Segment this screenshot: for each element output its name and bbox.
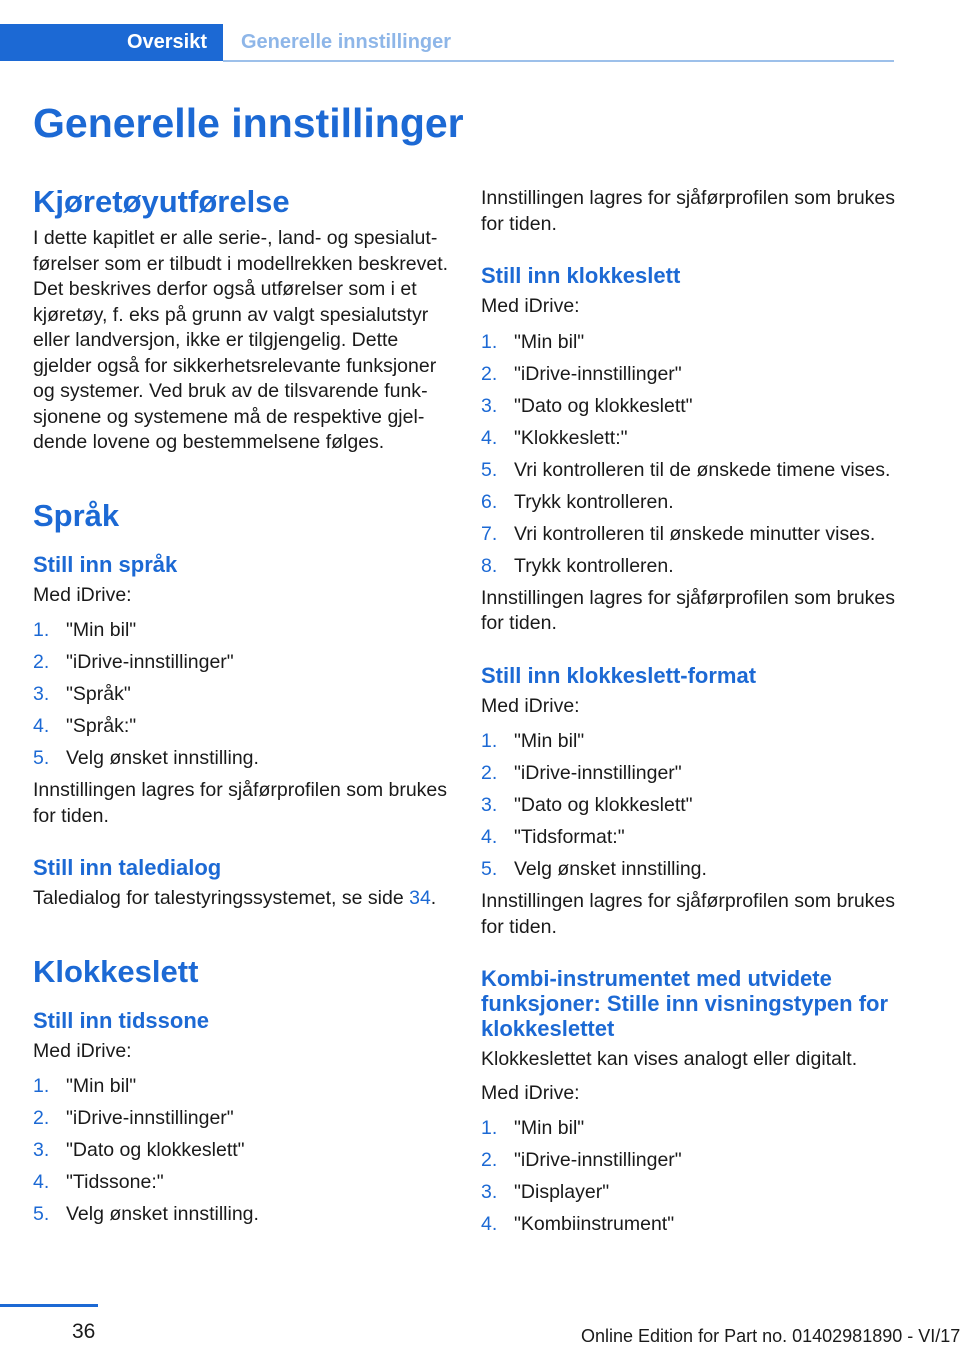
list-number: 2. bbox=[481, 1149, 498, 1171]
footer-edition: Online Edition for Part no. 01402981890 - VI/17 bbox=[581, 1326, 960, 1346]
list-number: 8. bbox=[481, 554, 498, 577]
list-text: "Dato og klokkeslett" bbox=[514, 794, 693, 816]
header-bar bbox=[0, 24, 894, 62]
subheading-still-inn-klokkeslett: Still inn klokkeslett bbox=[481, 263, 681, 288]
list-number: 4. bbox=[481, 1213, 498, 1235]
list-text: "Dato og klokkeslett" bbox=[66, 1139, 245, 1161]
list-item bbox=[481, 554, 901, 580]
list-number: 4. bbox=[481, 826, 498, 848]
list-text: Trykk kontrolleren. bbox=[514, 490, 674, 513]
list-item bbox=[33, 682, 453, 708]
list-number: 6. bbox=[481, 490, 498, 513]
intro-med-idrive: Med iDrive: bbox=[481, 694, 580, 717]
list-text: "Min bil" bbox=[514, 730, 585, 752]
subheading-still-inn-tidssone: Still inn tidssone bbox=[33, 1007, 210, 1033]
list-text: Vri kontrolleren til de ønskede timene vises. bbox=[514, 458, 891, 481]
list-text: "Språk:" bbox=[66, 715, 137, 737]
list-text: "iDrive-innstillinger" bbox=[514, 762, 682, 784]
list-text: Velg ønsket innstilling. bbox=[66, 1203, 259, 1225]
list-item bbox=[481, 1148, 901, 1174]
list-number: 7. bbox=[481, 522, 498, 545]
steps-tidssone bbox=[33, 1074, 453, 1228]
left-column bbox=[33, 182, 453, 1234]
list-text: "Tidssone:" bbox=[66, 1171, 164, 1193]
list-item bbox=[481, 362, 901, 388]
list-number: 2. bbox=[33, 651, 50, 673]
section-heading-sprak: Språk bbox=[33, 497, 120, 533]
tab-oversikt[interactable]: Oversikt bbox=[0, 24, 223, 61]
list-number: 3. bbox=[481, 1181, 498, 1203]
list-text: "Min bil" bbox=[66, 619, 137, 641]
section-heading-klokkeslett: Klokkeslett bbox=[33, 953, 199, 989]
intro-med-idrive: Med iDrive: bbox=[481, 295, 580, 317]
list-number: 2. bbox=[481, 362, 498, 385]
list-text: "Kombiinstrument" bbox=[514, 1213, 675, 1235]
list-item bbox=[33, 1138, 453, 1164]
list-text: "iDrive-innstillinger" bbox=[66, 1107, 234, 1129]
list-number: 2. bbox=[33, 1107, 50, 1129]
paragraph-kjoretoyutforelse: I dette kapitlet er alle serie-, land- og spesialutførelser som er tilbudt i modellrekken beskrevet. Det beskrives derfor også utførelser som i et kjøretøy, f. eks på grunn av valgt spesialutstyr eller landversjon, ikke er tilgjengelig. Dette gjelder også for sikkerhetsrelevante funksjoner og systemer. Ved bruk av de tilsvarende funksjonene og systemene må de respektive gjeldende lovene og bestemmelsene følges. bbox=[33, 227, 449, 453]
list-item bbox=[33, 1170, 453, 1196]
intro-med-idrive: Med iDrive: bbox=[33, 583, 132, 606]
note-sprak: Innstillingen lagres for sjåførprofilen som brukes for tiden. bbox=[33, 779, 448, 827]
list-item bbox=[481, 729, 901, 755]
list-number: 1. bbox=[481, 330, 498, 353]
subheading-still-inn-sprak: Still inn språk bbox=[33, 551, 178, 577]
list-text: Vri kontrolleren til ønskede minutter vises. bbox=[514, 522, 876, 545]
page-link-34[interactable]: 34 bbox=[409, 887, 431, 909]
list-number: 5. bbox=[33, 1203, 50, 1225]
page-title: Generelle innstillinger bbox=[33, 100, 464, 146]
list-number: 3. bbox=[33, 683, 50, 705]
list-item bbox=[481, 793, 901, 819]
header-rule bbox=[223, 60, 894, 62]
paragraph-kombi: Klokkeslettet kan vises analogt eller digitalt. bbox=[481, 1048, 858, 1070]
list-text: Velg ønsket innstilling. bbox=[514, 858, 707, 880]
taledialog-end: . bbox=[430, 887, 437, 909]
right-column bbox=[481, 186, 901, 1244]
note-klokkeslett: Innstillingen lagres for sjåførprofilen som brukes for tiden. bbox=[481, 586, 896, 634]
subheading-kombi-instrument: Kombi-instrumentet med utvidete funksjoner: Stille inn visningstypen for klokkeslettet bbox=[481, 966, 889, 1041]
list-text: "iDrive-innstillinger" bbox=[514, 362, 682, 385]
intro-med-idrive: Med iDrive: bbox=[481, 1081, 580, 1104]
list-number: 3. bbox=[33, 1139, 50, 1161]
section-heading-kjoretoyutforelse: Kjøretøyutførelse bbox=[33, 184, 290, 219]
footer-rule bbox=[0, 1304, 98, 1307]
list-number: 3. bbox=[481, 794, 498, 816]
list-item bbox=[481, 394, 901, 420]
list-number: 5. bbox=[481, 458, 498, 481]
list-item bbox=[33, 1074, 453, 1100]
list-item bbox=[481, 825, 901, 851]
list-item bbox=[481, 522, 901, 548]
list-item bbox=[481, 1180, 901, 1206]
taledialog-text: Taledialog for talestyringssystemet, se side bbox=[33, 887, 404, 909]
list-text: Velg ønsket innstilling. bbox=[66, 747, 259, 769]
list-item bbox=[481, 761, 901, 787]
list-text: Trykk kontrolleren. bbox=[514, 554, 674, 577]
list-text: "Klokkeslett:" bbox=[514, 426, 628, 449]
list-number: 1. bbox=[481, 1117, 498, 1139]
list-text: "iDrive-innstillinger" bbox=[514, 1149, 682, 1171]
list-item bbox=[481, 458, 901, 484]
steps-klokkeslett bbox=[481, 330, 901, 580]
list-item bbox=[481, 857, 901, 883]
list-text: "Språk" bbox=[66, 683, 131, 705]
list-item bbox=[33, 714, 453, 740]
steps-sprak bbox=[33, 618, 453, 772]
page-number: 36 bbox=[72, 1320, 96, 1343]
list-number: 4. bbox=[481, 426, 498, 449]
list-text: "Dato og klokkeslett" bbox=[514, 394, 693, 417]
list-text: "Min bil" bbox=[66, 1075, 137, 1097]
list-number: 5. bbox=[33, 747, 50, 769]
list-item bbox=[481, 1212, 901, 1238]
list-number: 1. bbox=[33, 1075, 50, 1097]
paragraph-taledialog bbox=[33, 886, 453, 912]
list-text: "Min bil" bbox=[514, 330, 585, 353]
list-item bbox=[33, 1106, 453, 1132]
steps-kombi bbox=[481, 1116, 901, 1238]
list-text: "Min bil" bbox=[514, 1117, 585, 1139]
list-text: "Tidsformat:" bbox=[514, 826, 625, 848]
intro-med-idrive: Med iDrive: bbox=[33, 1039, 132, 1062]
steps-format bbox=[481, 729, 901, 883]
list-item bbox=[481, 426, 901, 452]
list-number: 1. bbox=[481, 730, 498, 752]
list-item bbox=[481, 1116, 901, 1142]
list-number: 4. bbox=[33, 715, 50, 737]
tab-generelle-innstillinger[interactable]: Generelle innstillinger bbox=[241, 31, 452, 53]
list-item bbox=[33, 746, 453, 772]
list-item bbox=[481, 490, 901, 516]
list-item bbox=[481, 330, 901, 356]
list-number: 5. bbox=[481, 858, 498, 880]
subheading-klokkeslett-format: Still inn klokkeslett-format bbox=[481, 662, 757, 688]
note-format: Innstillingen lagres for sjåførprofilen som brukes for tiden. bbox=[481, 890, 896, 938]
list-item bbox=[33, 1202, 453, 1228]
list-item bbox=[33, 650, 453, 676]
list-number: 2. bbox=[481, 762, 498, 784]
list-number: 4. bbox=[33, 1171, 50, 1193]
list-item bbox=[33, 618, 453, 644]
list-text: "Displayer" bbox=[514, 1181, 610, 1203]
list-number: 3. bbox=[481, 394, 498, 417]
list-text: "iDrive-innstillinger" bbox=[66, 651, 234, 673]
subheading-still-inn-taledialog: Still inn taledialog bbox=[33, 855, 222, 880]
note-tidssone: Innstillingen lagres for sjåførprofilen som brukes for tiden. bbox=[481, 187, 896, 235]
list-number: 1. bbox=[33, 619, 50, 641]
